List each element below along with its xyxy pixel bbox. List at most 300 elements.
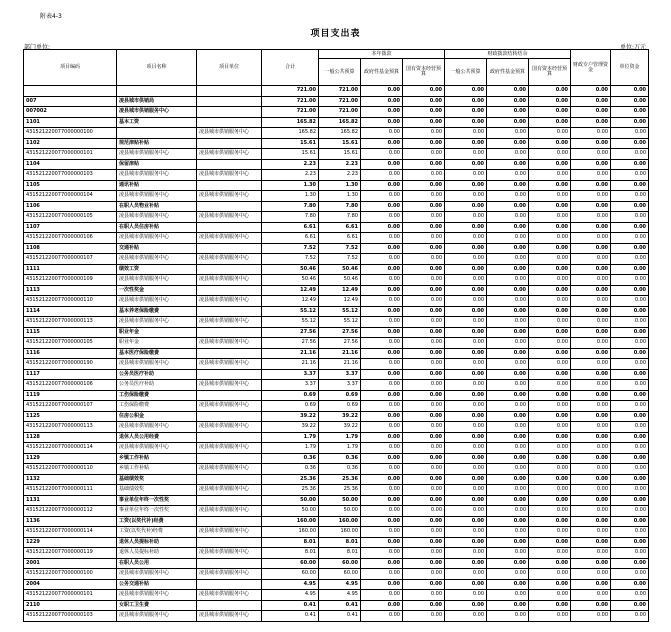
cell-code: 1104	[24, 159, 117, 170]
cell-value: 0.00	[529, 527, 571, 538]
cell-value: 0.00	[529, 107, 571, 118]
cell-unit	[197, 474, 262, 485]
cell-value: 0.00	[529, 275, 571, 286]
cell-name: 凌县城市供销服务中心	[117, 233, 197, 244]
table-row	[24, 149, 649, 160]
table-row	[24, 369, 649, 380]
cell-value: 0.00	[403, 432, 445, 443]
cell-value: 50.00	[319, 495, 361, 506]
cell-value: 0.00	[611, 138, 649, 149]
table-row	[24, 527, 649, 538]
cell-name: 基本养老保险缴费	[117, 306, 197, 317]
cell-value: 0.00	[403, 600, 445, 611]
cell-value: 0.00	[403, 138, 445, 149]
cell-value: 0.00	[487, 485, 529, 496]
cell-value: 0.00	[361, 422, 403, 433]
cell-unit	[197, 159, 262, 170]
cell-value: 0.00	[611, 474, 649, 485]
cell-value: 0.00	[611, 243, 649, 254]
cell-value: 0.00	[361, 579, 403, 590]
cell-value: 0.00	[487, 338, 529, 349]
cell-total: 6.61	[262, 233, 319, 244]
cell-value: 0.00	[611, 327, 649, 338]
cell-total: 50.00	[262, 506, 319, 517]
cell-value: 0.00	[611, 201, 649, 212]
cell-value: 0.00	[571, 212, 611, 223]
cell-value: 0.00	[361, 159, 403, 170]
cell-value: 0.00	[487, 600, 529, 611]
cell-value: 0.00	[403, 485, 445, 496]
cell-value: 0.00	[571, 191, 611, 202]
cell-value: 39.22	[319, 411, 361, 422]
cell-name: 凌县城市供销服务中心	[117, 212, 197, 223]
cell-value: 0.00	[487, 233, 529, 244]
cell-code: 431521220077000000106	[24, 233, 117, 244]
cell-name: 绩效工资	[117, 264, 197, 275]
cell-value: 0.00	[445, 569, 487, 580]
cell-value: 0.00	[361, 453, 403, 464]
cell-code: 1108	[24, 243, 117, 254]
cell-value: 0.00	[403, 537, 445, 548]
cell-unit	[197, 537, 262, 548]
cell-value: 0.00	[529, 590, 571, 601]
cell-value: 0.00	[361, 191, 403, 202]
cell-value: 0.00	[487, 254, 529, 265]
cell-value: 0.00	[611, 233, 649, 244]
cell-value: 0.00	[571, 96, 611, 107]
annex-label: 附表4-3	[40, 13, 62, 20]
table-row	[24, 590, 649, 601]
cell-total: 15.61	[262, 138, 319, 149]
cell-value: 0.00	[361, 611, 403, 622]
cell-total: 0.36	[262, 453, 319, 464]
cell-total: 7.52	[262, 254, 319, 265]
table-row	[24, 275, 649, 286]
cell-value: 0.00	[403, 107, 445, 118]
cell-total: 39.22	[262, 411, 319, 422]
cell-value: 0.00	[529, 191, 571, 202]
cell-code: 431521220077000000109	[24, 275, 117, 286]
cell-value: 0.00	[487, 443, 529, 454]
cell-value: 0.36	[319, 464, 361, 475]
cell-value: 0.00	[487, 411, 529, 422]
cell-code: 431521220077000000107	[24, 254, 117, 265]
cell-total: 165.82	[262, 117, 319, 128]
cell-value: 0.00	[487, 390, 529, 401]
cell-value: 0.00	[571, 254, 611, 265]
cell-name: 工资(以奖代补)经费	[117, 516, 197, 527]
cell-unit: 凌县城市供销服务中心	[197, 464, 262, 475]
cell-value: 0.00	[529, 264, 571, 275]
col-group-basic: 本年拨款	[319, 50, 445, 59]
cell-value: 0.00	[361, 380, 403, 391]
cell-value: 0.00	[611, 149, 649, 160]
cell-value: 0.00	[571, 243, 611, 254]
cell-value: 721.00	[319, 96, 361, 107]
cell-value: 27.56	[319, 327, 361, 338]
cell-value: 0.00	[403, 233, 445, 244]
cell-value: 0.00	[529, 86, 571, 97]
cell-value: 0.00	[611, 485, 649, 496]
cell-total: 0.41	[262, 600, 319, 611]
cell-code: 431521220077000000101	[24, 590, 117, 601]
cell-value: 0.00	[403, 590, 445, 601]
cell-value: 0.00	[487, 317, 529, 328]
cell-total: 25.36	[262, 474, 319, 485]
table-row	[24, 569, 649, 580]
cell-code: 2001	[24, 558, 117, 569]
cell-value: 0.00	[361, 338, 403, 349]
col-header-unit-fund: 单位资金	[611, 50, 649, 86]
cell-value: 8.01	[319, 537, 361, 548]
cell-code: 007	[24, 96, 117, 107]
cell-unit	[197, 86, 262, 97]
cell-value: 0.00	[571, 233, 611, 244]
cell-value: 0.00	[529, 159, 571, 170]
col-header-name: 项目名称	[117, 50, 197, 86]
cell-value: 0.00	[445, 191, 487, 202]
cell-value: 0.00	[361, 201, 403, 212]
cell-value: 0.00	[571, 611, 611, 622]
cell-value: 0.00	[361, 149, 403, 160]
cell-value: 50.00	[319, 506, 361, 517]
cell-value: 0.00	[445, 474, 487, 485]
cell-value: 0.00	[487, 306, 529, 317]
cell-unit	[197, 285, 262, 296]
table-row	[24, 338, 649, 349]
cell-code: 431521220077000000114	[24, 527, 117, 538]
table-row	[24, 474, 649, 485]
cell-value: 60.00	[319, 558, 361, 569]
cell-value: 0.00	[445, 443, 487, 454]
cell-code: 1105	[24, 180, 117, 191]
col-header-state-capital: 国有资本经营预算	[403, 59, 445, 86]
cell-unit	[197, 107, 262, 118]
cell-value: 0.00	[403, 516, 445, 527]
cell-value: 0.00	[361, 264, 403, 275]
table-row	[24, 390, 649, 401]
cell-code: 1131	[24, 495, 117, 506]
cell-unit	[197, 558, 262, 569]
cell-value: 0.00	[403, 474, 445, 485]
cell-unit: 凌县城市供销服务中心	[197, 569, 262, 580]
cell-value: 0.00	[611, 506, 649, 517]
cell-value: 0.00	[571, 474, 611, 485]
table-row	[24, 86, 649, 97]
cell-value: 0.00	[445, 590, 487, 601]
cell-unit: 凌县城市供销服务中心	[197, 590, 262, 601]
cell-value: 0.00	[445, 422, 487, 433]
cell-value: 165.82	[319, 117, 361, 128]
cell-unit	[197, 579, 262, 590]
cell-value: 0.00	[403, 443, 445, 454]
cell-value: 0.00	[611, 348, 649, 359]
cell-value: 0.00	[487, 138, 529, 149]
cell-value: 0.00	[529, 327, 571, 338]
cell-value: 0.00	[611, 191, 649, 202]
cell-value: 0.00	[403, 380, 445, 391]
table-row	[24, 296, 649, 307]
cell-value: 0.00	[403, 96, 445, 107]
cell-value: 0.00	[571, 422, 611, 433]
cell-value: 0.00	[403, 548, 445, 559]
cell-value: 0.00	[487, 558, 529, 569]
cell-value: 0.00	[611, 180, 649, 191]
cell-value: 0.00	[571, 485, 611, 496]
cell-value: 0.00	[445, 495, 487, 506]
cell-name	[117, 128, 197, 139]
cell-value: 0.00	[487, 222, 529, 233]
cell-value: 0.00	[529, 96, 571, 107]
cell-value: 0.00	[611, 107, 649, 118]
cell-value: 0.00	[571, 338, 611, 349]
cell-value: 0.00	[529, 359, 571, 370]
cell-name: 职业年金	[117, 338, 197, 349]
cell-value: 721.00	[319, 107, 361, 118]
cell-value: 60.00	[319, 569, 361, 580]
cell-code: 431521220077000000105	[24, 338, 117, 349]
cell-value: 0.00	[403, 401, 445, 412]
cell-value: 7.52	[319, 243, 361, 254]
cell-value: 0.00	[611, 527, 649, 538]
cell-value: 0.00	[487, 159, 529, 170]
col-header-total: 合计	[262, 50, 319, 86]
cell-value: 0.00	[361, 170, 403, 181]
cell-total: 50.46	[262, 275, 319, 286]
cell-name: 基础绩效奖	[117, 474, 197, 485]
cell-value: 0.00	[445, 285, 487, 296]
cell-value: 0.00	[529, 453, 571, 464]
cell-value: 0.00	[487, 516, 529, 527]
cell-value: 0.00	[611, 464, 649, 475]
cell-code: 1128	[24, 432, 117, 443]
table-row	[24, 107, 649, 118]
cell-name: 乡镇工作补贴	[117, 453, 197, 464]
cell-value: 0.00	[403, 411, 445, 422]
cell-value: 0.00	[487, 348, 529, 359]
cell-unit	[197, 264, 262, 275]
cell-value: 1.79	[319, 432, 361, 443]
table-row	[24, 453, 649, 464]
cell-value: 0.00	[361, 285, 403, 296]
cell-name: 在职人员公用	[117, 558, 197, 569]
cell-total: 721.00	[262, 107, 319, 118]
cell-value: 0.00	[445, 516, 487, 527]
cell-value: 0.00	[611, 159, 649, 170]
table-row	[24, 464, 649, 475]
cell-value: 0.00	[529, 285, 571, 296]
cell-value: 0.00	[571, 327, 611, 338]
cell-value: 0.00	[529, 233, 571, 244]
cell-value: 0.00	[487, 453, 529, 464]
cell-name	[117, 86, 197, 97]
cell-value: 0.00	[361, 128, 403, 139]
table-row	[24, 401, 649, 412]
cell-total: 7.80	[262, 201, 319, 212]
cell-value: 0.00	[403, 306, 445, 317]
cell-total: 0.69	[262, 390, 319, 401]
cell-value: 0.00	[403, 569, 445, 580]
cell-value: 0.00	[529, 180, 571, 191]
table-row	[24, 380, 649, 391]
cell-total: 1.30	[262, 191, 319, 202]
cell-value: 0.00	[487, 422, 529, 433]
cell-value: 0.00	[487, 180, 529, 191]
table-row	[24, 432, 649, 443]
cell-value: 0.00	[403, 579, 445, 590]
cell-value: 0.00	[445, 527, 487, 538]
cell-value: 8.01	[319, 548, 361, 559]
cell-value: 0.00	[445, 233, 487, 244]
cell-total: 0.36	[262, 464, 319, 475]
cell-value: 0.00	[571, 527, 611, 538]
cell-value: 0.00	[611, 453, 649, 464]
cell-value: 0.00	[445, 369, 487, 380]
cell-unit: 凌县城市供销服务中心	[197, 401, 262, 412]
cell-value: 0.00	[529, 369, 571, 380]
table-row	[24, 128, 649, 139]
cell-value: 0.00	[487, 243, 529, 254]
cell-value: 0.00	[571, 359, 611, 370]
cell-total: 4.95	[262, 590, 319, 601]
cell-unit	[197, 243, 262, 254]
cell-value: 0.00	[571, 590, 611, 601]
cell-value: 15.61	[319, 149, 361, 160]
cell-value: 7.80	[319, 201, 361, 212]
cell-value: 0.00	[487, 359, 529, 370]
cell-value: 0.00	[487, 191, 529, 202]
cell-value: 50.46	[319, 264, 361, 275]
cell-unit: 凌县城市供销服务中心	[197, 611, 262, 622]
cell-value: 0.00	[361, 485, 403, 496]
project-expenditure-table	[23, 49, 649, 622]
cell-value: 0.00	[487, 474, 529, 485]
cell-value: 0.00	[487, 548, 529, 559]
cell-value: 0.00	[361, 495, 403, 506]
cell-total: 21.16	[262, 359, 319, 370]
cell-name: 凌县城市供销服务中心	[117, 443, 197, 454]
cell-value: 21.16	[319, 359, 361, 370]
cell-value: 0.00	[529, 138, 571, 149]
cell-total: 27.56	[262, 338, 319, 349]
currency-unit-label: 单位:万元	[619, 44, 646, 51]
cell-value: 0.00	[361, 401, 403, 412]
cell-value: 0.00	[571, 86, 611, 97]
cell-value: 0.00	[611, 600, 649, 611]
cell-value: 0.00	[529, 611, 571, 622]
cell-value: 0.00	[361, 516, 403, 527]
table-row	[24, 558, 649, 569]
cell-value: 0.00	[361, 569, 403, 580]
cell-value: 0.00	[487, 327, 529, 338]
cell-total: 60.00	[262, 569, 319, 580]
table-row	[24, 516, 649, 527]
cell-value: 0.00	[403, 264, 445, 275]
cell-value: 0.00	[571, 516, 611, 527]
col-group-carryover: 财政拨款结转结余	[445, 50, 571, 59]
col-header-gov-fund-2: 政府性基金预算	[487, 59, 529, 86]
cell-value: 0.00	[611, 222, 649, 233]
table-row	[24, 285, 649, 296]
cell-value: 0.00	[611, 579, 649, 590]
cell-value: 0.00	[529, 401, 571, 412]
cell-value: 0.00	[487, 117, 529, 128]
cell-unit: 凌县城市供销服务中心	[197, 485, 262, 496]
cell-value: 0.00	[403, 506, 445, 517]
cell-name: 交通补贴	[117, 243, 197, 254]
cell-unit	[197, 327, 262, 338]
cell-value: 0.00	[529, 201, 571, 212]
cell-value: 0.00	[361, 537, 403, 548]
cell-value: 0.00	[571, 369, 611, 380]
table-row	[24, 306, 649, 317]
cell-unit: 凌县城市供销服务中心	[197, 422, 262, 433]
table-row	[24, 348, 649, 359]
col-header-general-public: 一般公共预算	[319, 59, 361, 86]
cell-value: 0.00	[487, 495, 529, 506]
table-row	[24, 411, 649, 422]
cell-value: 0.00	[611, 548, 649, 559]
cell-value: 0.00	[529, 348, 571, 359]
cell-value: 0.00	[445, 348, 487, 359]
cell-value: 4.95	[319, 590, 361, 601]
cell-value: 0.00	[487, 527, 529, 538]
cell-value: 1.79	[319, 443, 361, 454]
cell-name: 公务员医疗补助	[117, 380, 197, 391]
cell-code: 1129	[24, 453, 117, 464]
cell-value: 0.00	[487, 579, 529, 590]
col-header-code: 项目编码	[24, 50, 117, 86]
cell-value: 0.00	[361, 432, 403, 443]
cell-value: 0.00	[571, 306, 611, 317]
cell-unit	[197, 96, 262, 107]
cell-value: 0.00	[403, 159, 445, 170]
table-row	[24, 159, 649, 170]
cell-value: 0.00	[571, 222, 611, 233]
cell-value: 0.00	[403, 201, 445, 212]
cell-name: 退休人员提标补助	[117, 548, 197, 559]
cell-name: 凌县城市供销服务中心	[117, 254, 197, 265]
cell-value: 0.00	[487, 275, 529, 286]
cell-name: 凌县城市供销服务中心	[117, 296, 197, 307]
table-row	[24, 600, 649, 611]
cell-value: 0.00	[445, 600, 487, 611]
cell-value: 0.00	[445, 107, 487, 118]
cell-value: 0.00	[403, 317, 445, 328]
cell-value: 0.00	[361, 117, 403, 128]
cell-value: 0.00	[611, 338, 649, 349]
col-header-general-public-2: 一般公共预算	[445, 59, 487, 86]
cell-value: 0.00	[445, 86, 487, 97]
cell-total: 50.00	[262, 495, 319, 506]
cell-value: 0.00	[571, 600, 611, 611]
cell-code: 431521220077000000113	[24, 422, 117, 433]
cell-value: 0.00	[529, 422, 571, 433]
col-header-special-fund: 财政专户管理资金	[571, 50, 611, 86]
cell-unit: 凌县城市供销服务中心	[197, 548, 262, 559]
cell-value: 0.00	[361, 275, 403, 286]
cell-value: 0.00	[529, 579, 571, 590]
cell-code: 1132	[24, 474, 117, 485]
cell-code: 431521220077000000110	[24, 464, 117, 475]
cell-value: 25.36	[319, 485, 361, 496]
cell-value: 0.00	[403, 359, 445, 370]
cell-total: 160.00	[262, 527, 319, 538]
cell-value: 0.00	[571, 453, 611, 464]
cell-value: 165.82	[319, 128, 361, 139]
table-row	[24, 327, 649, 338]
cell-value: 0.00	[529, 306, 571, 317]
